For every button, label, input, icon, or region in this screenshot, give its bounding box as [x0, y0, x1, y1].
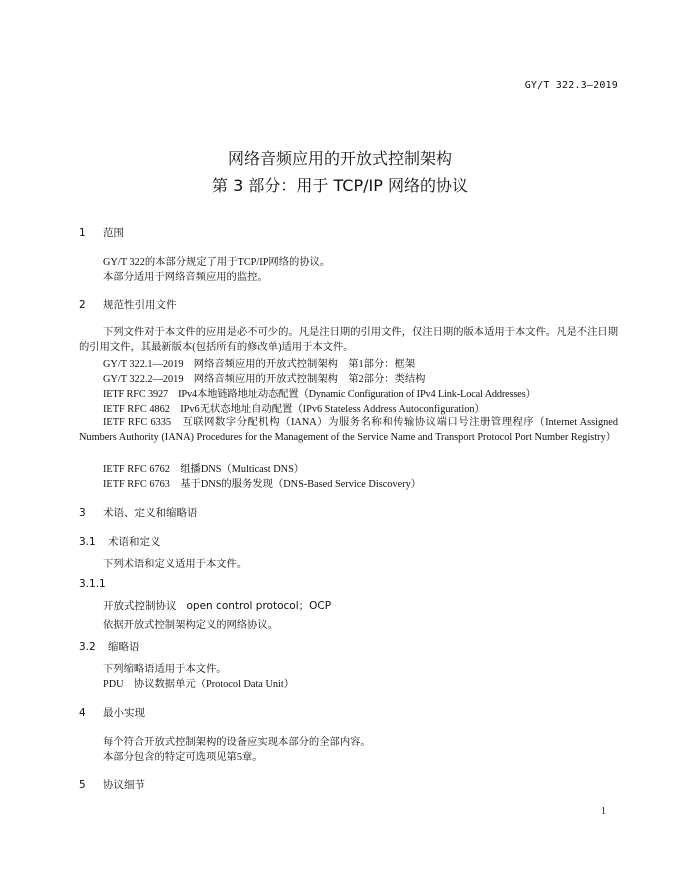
- paragraph: GY/T 322的本部分规定了用于TCP/IP网络的协议。: [103, 257, 331, 268]
- section-1-heading: [79, 225, 124, 240]
- paragraph: 下列缩略语适用于本文件。: [103, 664, 227, 675]
- section-2-heading: [79, 297, 177, 312]
- paragraph: 本部分适用于网络音频应用的监控。: [103, 272, 268, 283]
- section-number: 1: [79, 227, 86, 239]
- section-title: 缩略语: [108, 641, 140, 653]
- section-number: 3.2: [79, 641, 96, 653]
- reference-item: IETF RFC 3927 IPv4本地链路地址动态配置（Dynamic Configuration of IPv4 Link-Local Addresses）: [103, 389, 536, 400]
- section-number: 5: [79, 779, 86, 791]
- term-definition: 依据开放式控制架构定义的网络协议。: [103, 620, 279, 631]
- reference-item: GY/T 322.2—2019 网络音频应用的开放式控制架构 第2部分：类结构: [103, 374, 426, 385]
- section-5-heading: [79, 777, 145, 792]
- section-title: 术语、定义和缩略语: [103, 507, 198, 519]
- section-title: 规范性引用文件: [103, 299, 177, 311]
- document-title-line1: 网络音频应用的开放式控制架构: [227, 149, 452, 168]
- paragraph: 下列文件对于本文件的应用是必不可少的。凡是注日期的引用文件，仅注日期的版本适用于本文件。凡是不注日期的引用文件，其最新版本(包括所有的修改单)适用于本文件。: [79, 327, 618, 353]
- section-3-1-heading: [79, 534, 161, 549]
- paragraph: 下列术语和定义适用于本文件。: [103, 559, 248, 570]
- term-entry: [103, 598, 331, 613]
- standard-number: GY/T 322.3—2019: [524, 80, 618, 91]
- section-3-heading: [79, 505, 198, 520]
- document-title-line2: 第 3 部分：用于 TCP/IP 网络的协议: [212, 176, 468, 195]
- section-number: 3.1: [79, 536, 96, 548]
- section-4-heading: [79, 705, 145, 720]
- reference-item: IETF RFC 6763 基于DNS的服务发现（DNS-Based Service Discovery）: [103, 479, 422, 490]
- paragraph: 本部分包含的特定可选项见第5章。: [103, 752, 263, 763]
- section-title: 范围: [103, 227, 124, 239]
- reference-item: IETF RFC 6335 互联网数字分配机构（IANA）为服务名称和传输协议端口号注册管理程序（Internet Assigned Numbers Authority (IANA) Procedures for the Management of the Service Name and Transport Protocol Port Number Registry）: [79, 417, 618, 443]
- section-3-2-heading: [79, 639, 140, 654]
- paragraph: 每个符合开放式控制架构的设备应实现本部分的全部内容。: [103, 737, 371, 748]
- term-chinese: 开放式控制协议: [103, 600, 177, 612]
- reference-item: IETF RFC 6762 组播DNS（Multicast DNS）: [103, 464, 305, 475]
- section-3-1-1-heading: [79, 578, 106, 590]
- abbreviation-item: PDU 协议数据单元（Protocol Data Unit）: [103, 679, 295, 690]
- section-title: 术语和定义: [108, 536, 161, 548]
- reference-item: IETF RFC 4862 IPv6无状态地址自动配置（IPv6 Stateless Address Autoconfiguration）: [103, 404, 485, 415]
- page-number: 1: [601, 806, 606, 817]
- section-number: 3.1.1: [79, 578, 106, 590]
- section-title: 最小实现: [103, 707, 145, 719]
- term-english: open control protocol；OCP: [186, 600, 332, 612]
- section-title: 协议细节: [103, 779, 145, 791]
- reference-item: GY/T 322.1—2019 网络音频应用的开放式控制架构 第1部分：框架: [103, 359, 416, 370]
- section-number: 4: [79, 707, 86, 719]
- section-number: 3: [79, 507, 86, 519]
- section-number: 2: [79, 299, 86, 311]
